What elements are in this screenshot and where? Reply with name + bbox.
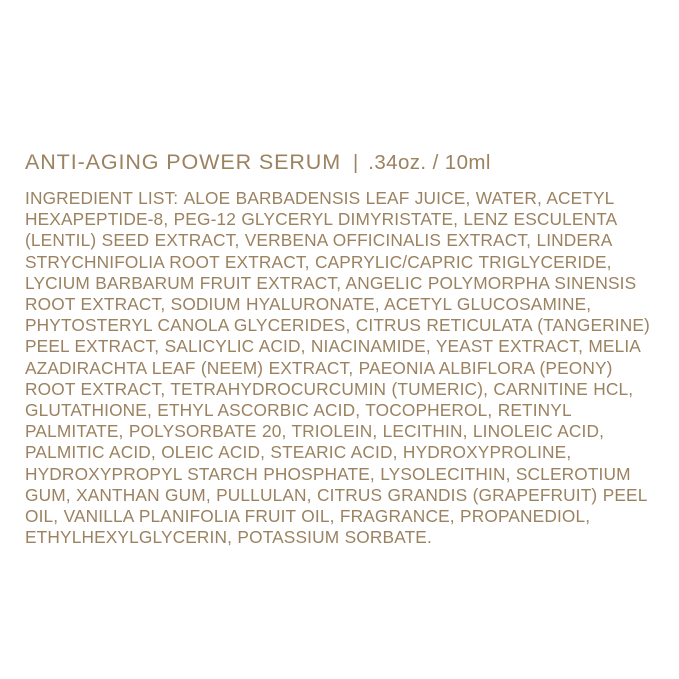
product-size: .34oz. / 10ml: [368, 151, 491, 174]
ingredient-list-heading: INGREDIENT LIST:: [25, 188, 179, 208]
title-separator: |: [353, 152, 359, 174]
page-title: ANTI-AGING POWER SERUM: [25, 150, 342, 174]
ingredient-list-text: ALOE BARBADENSIS LEAF JUICE, WATER, ACETYL HEXAPEPTIDE-8, PEG-12 GLYCERYL DIMYRISTATE, LENZ ESCULENTA (LENTIL) SEED EXTRACT, VERBENA OFFICINALIS EXTRACT, LINDERA STRYCHNIFOLIA ROOT EXTRACT, CAPRYLIC/CAPRIC TRIGLYCERIDE, LYCIUM BARBARUM FRUIT EXTRACT, ANGELIC POLYMORPHA SINENSIS ROOT EXTRACT, SODIUM HYALURONATE, ACETYL GLUCOSAMINE, PHYTOSTERYL CANOLA GLYCERIDES, CITRUS RETICULATA (TANGERINE) PEEL EXTRACT, SALICYLIC ACID, NIACINAMIDE, YEAST EXTRACT, MELIA AZADIRACHTA LEAF (NEEM) EXTRACT, PAEONIA ALBIFLORA (PEONY) ROOT EXTRACT, TETRAHYDROCURCUMIN (TUMERIC), CARNITINE HCL, GLUTATHIONE, ETHYL ASCORBIC ACID, TOCOPHEROL, RETINYL PALMITATE, POLYSORBATE 20, TRIOLEIN, LECITHIN, LINOLEIC ACID, PALMITIC ACID, OLEIC ACID, STEARIC ACID, HYDROXYPROLINE, HYDROXYPROPYL STARCH PHOSPHATE, LYSOLECITHIN, SCLEROTIUM GUM, XANTHAN GUM, PULLULAN, CITRUS GRANDIS (GRAPEFRUIT) PEEL OIL, VANILLA PLANIFOLIA FRUIT OIL, FRAGRANCE, PROPANEDIOL, ETHYLHEXYLGLYCERIN, POTASSIUM SORBATE.: [25, 188, 650, 548]
product-title-row: [25, 150, 491, 175]
ingredient-list-block: [25, 188, 665, 548]
